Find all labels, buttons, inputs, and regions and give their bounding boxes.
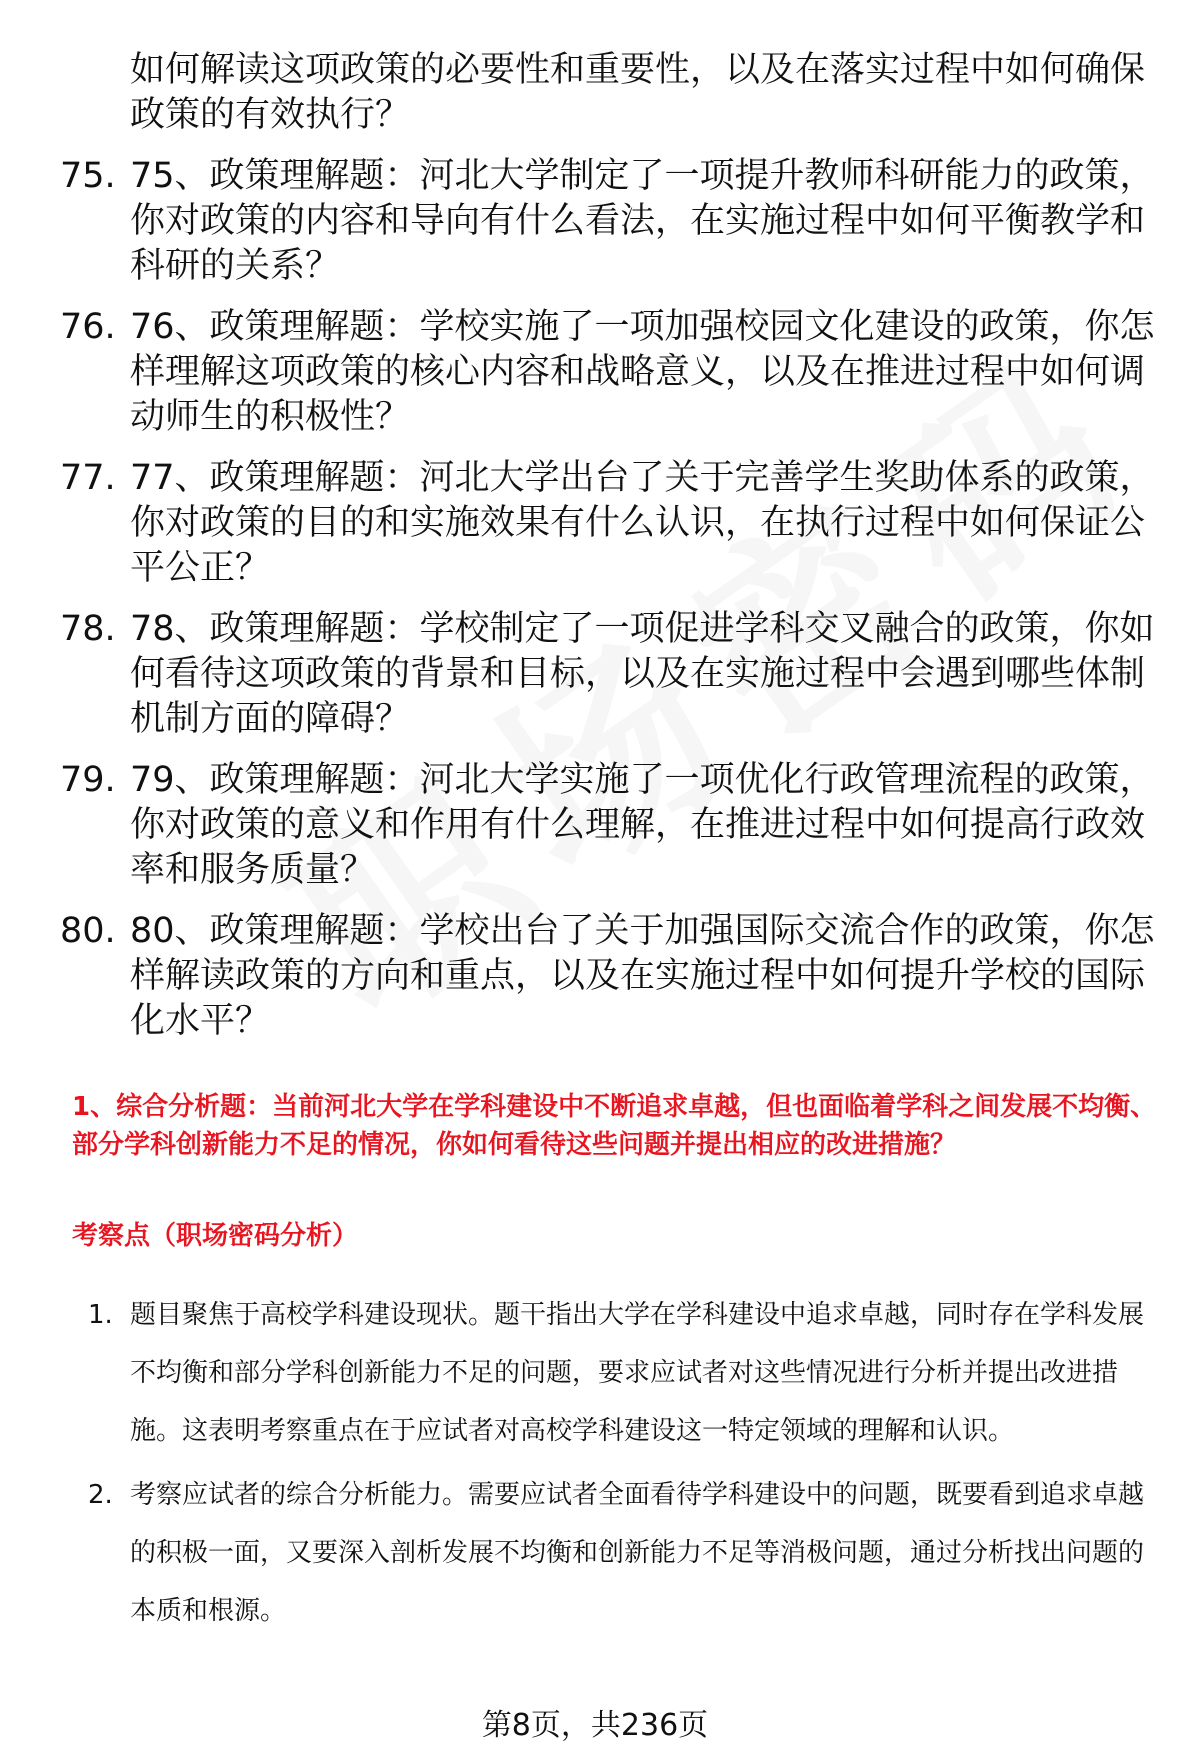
question-number: 77. (60, 458, 116, 498)
question-item (60, 305, 1160, 440)
question-text: 78、政策理解题：学校制定了一项促进学科交叉融合的政策，你如何看待这项政策的背景和目标，以及在实施过程中会遇到哪些体制机制方面的障碍？ (130, 609, 1155, 739)
exam-point-text: 题目聚焦于高校学科建设现状。题干指出大学在学科建设中追求卓越，同时存在学科发展不均衡和部分学科创新能力不足的问题，要求应试者对这些情况进行分析并提出改进措施。这表明考察重点在于应试者对高校学科建设这一特定领域的理解和认识。 (130, 1300, 1145, 1446)
analysis-question-title: 1、综合分析题：当前河北大学在学科建设中不断追求卓越，但也面临着学科之间发展不均衡、部分学科创新能力不足的情况，你如何看待这些问题并提出相应的改进措施？ (72, 1092, 1157, 1160)
exam-point-number: 2. (88, 1480, 113, 1510)
question-item (60, 154, 1160, 289)
question-list (60, 48, 1160, 1060)
question-number: 80. (60, 911, 116, 951)
exam-point-text: 考察应试者的综合分析能力。需要应试者全面看待学科建设中的问题，既要看到追求卓越的积极一面，又要深入剖析发展不均衡和创新能力不足等消极问题，通过分析找出问题的本质和根源。 (130, 1480, 1145, 1626)
question-item (60, 607, 1160, 742)
question-continuation: 如何解读这项政策的必要性和重要性，以及在落实过程中如何确保政策的有效执行？ (130, 50, 1146, 135)
page-footer: 第8页，共236页 (481, 1708, 709, 1743)
question-item (60, 909, 1160, 1044)
exam-points-list (88, 1286, 1158, 1646)
exam-point-item (88, 1466, 1158, 1640)
question-number: 76. (60, 307, 116, 347)
question-item (60, 456, 1160, 591)
exam-point-number: 1. (88, 1300, 113, 1330)
exam-points-heading: 考察点（职场密码分析） (72, 1221, 359, 1251)
question-text: 76、政策理解题：学校实施了一项加强校园文化建设的政策，你怎样理解这项政策的核心内容和战略意义，以及在推进过程中如何调动师生的积极性？ (130, 307, 1155, 437)
question-text: 75、政策理解题：河北大学制定了一项提升教师科研能力的政策，你对政策的内容和导向有什么看法，在实施过程中如何平衡教学和科研的关系？ (130, 156, 1155, 286)
question-number: 79. (60, 760, 116, 800)
exam-point-item (88, 1286, 1158, 1460)
question-number: 78. (60, 609, 116, 649)
question-number: 75. (60, 156, 116, 196)
question-text: 79、政策理解题：河北大学实施了一项优化行政管理流程的政策，你对政策的意义和作用有什么理解，在推进过程中如何提高行政效率和服务质量？ (130, 760, 1155, 890)
question-text: 80、政策理解题：学校出台了关于加强国际交流合作的政策，你怎样解读政策的方向和重点，以及在实施过程中如何提升学校的国际化水平？ (130, 911, 1155, 1041)
question-item (60, 758, 1160, 893)
question-text: 77、政策理解题：河北大学出台了关于完善学生奖助体系的政策，你对政策的目的和实施效果有什么认识，在执行过程中如何保证公平公正？ (130, 458, 1155, 588)
